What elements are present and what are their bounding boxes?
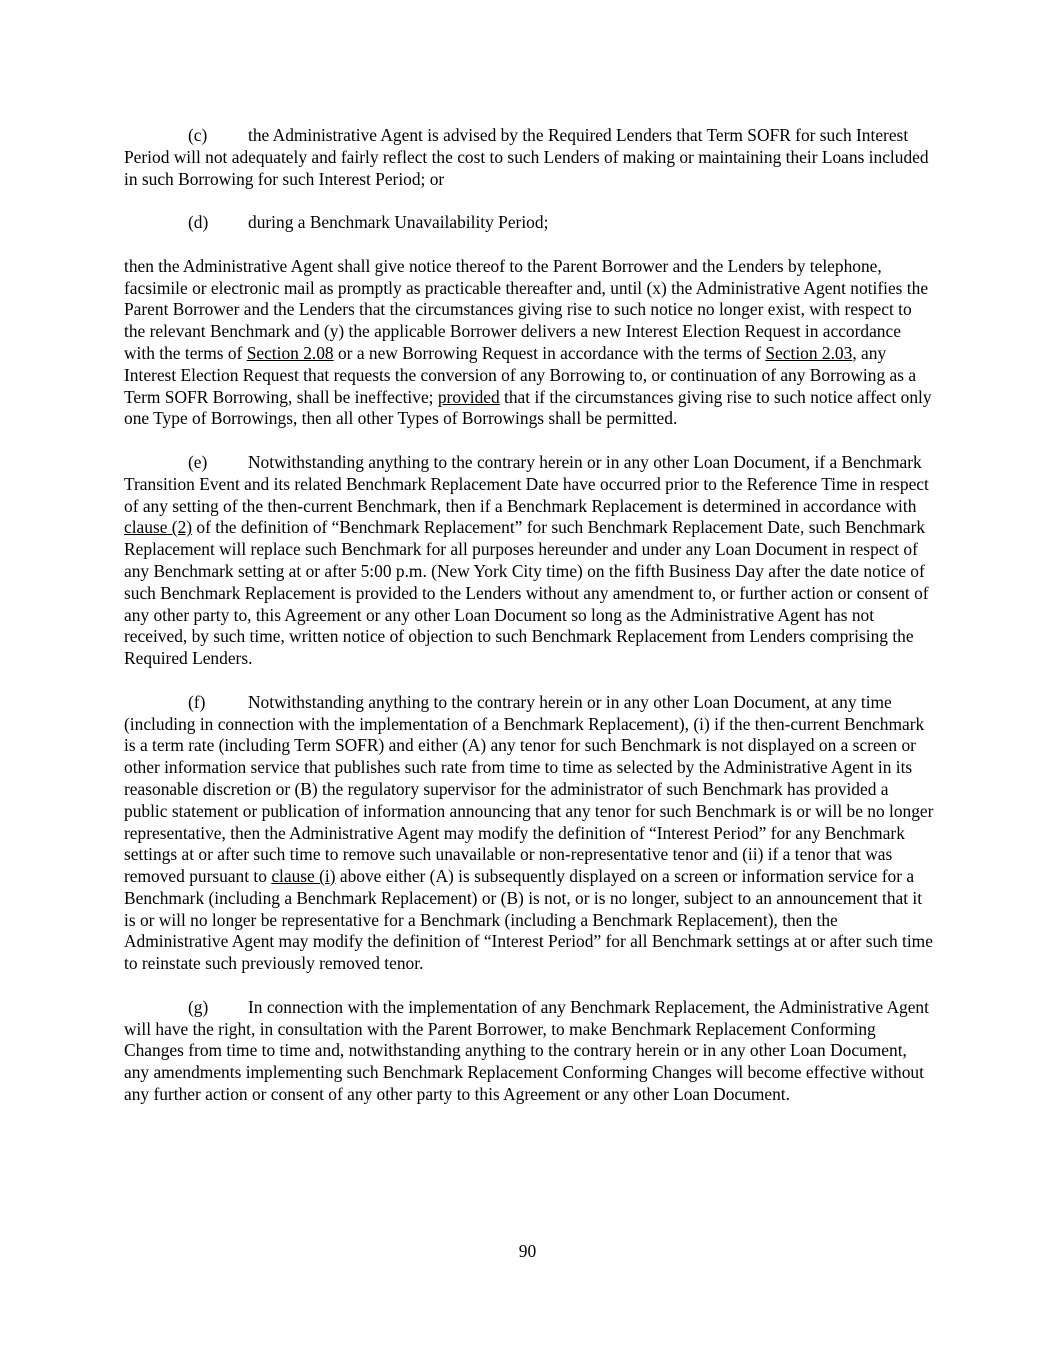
paragraph-then-text-2: or a new Borrowing Request in accordance with the terms of: [333, 342, 766, 363]
clause-2-reference: clause (2): [124, 517, 193, 538]
section-2-03-reference: Section 2.03: [765, 342, 853, 363]
paragraph-c: [124, 125, 934, 190]
page-number: 90: [518, 1241, 537, 1261]
paragraph-d-text: during a Benchmark Unavailability Period;: [248, 212, 549, 233]
paragraph-f: [124, 692, 934, 975]
paragraph-g-label: (g): [188, 996, 209, 1017]
paragraph-e-text-2: of the definition of “Benchmark Replacement” for such Benchmark Replacement Date, such Benchmark Replacement will replace such Benchmark for all purposes hereunder and under any Loan Document in respect of any Benchmark setting at or after 5:00 p.m. (New York City time) on the fifth Business Day after the date notice of such Benchmark Replacement is provided to the Lenders without any amendment to, or further action or consent of any other party to, this Agreement or any other Loan Document so long as the Administrative Agent has not received, by such time, written notice of objection to such Benchmark Replacement from Lenders comprising the Required Lenders.: [124, 517, 929, 669]
paragraph-then: [124, 256, 934, 430]
paragraph-e-label: (e): [188, 451, 208, 472]
paragraph-g: [124, 997, 934, 1106]
paragraph-d-label: (d): [188, 212, 209, 233]
paragraph-then-text-4: that if the circumstances giving rise to such notice affect only one Type of Borrowings, then all other Types of Borrowings shall be permitted.: [124, 386, 932, 429]
paragraph-f-text-1: Notwithstanding anything to the contrary herein or in any other Loan Document, at any time (including in connection with the implementation of a Benchmark Replacement), (i) if the then-current Benchmark is a term rate (including Term SOFR) and either (A) any tenor for such Benchmark is not displayed on a screen or other information service that publishes such rate from time to time as selected by the Administrative Agent in its reasonable discretion or (B) the regulatory supervisor for the administrator of such Benchmark has provided a public statement or publication of information announcing that any tenor for such Benchmark is or will be no longer representative, then the Administrative Agent may modify the definition of “Interest Period” for any Benchmark settings at or after such time to remove such unavailable or non-representative tenor and (ii) if a tenor that was removed pursuant to: [124, 691, 934, 887]
document-body: [124, 125, 934, 1128]
paragraph-d: [124, 212, 934, 234]
clause-i-reference: clause (i): [271, 866, 336, 887]
provided-term: provided: [437, 386, 500, 407]
paragraph-then-text-1: then the Administrative Agent shall give notice thereof to the Parent Borrower and the Lenders by telephone, facsimile or electronic mail as promptly as practicable thereafter and, until (x) the Administrative Agent notifies the Parent Borrower and the Lenders that the circumstances giving rise to such notice no longer exist, with respect to the relevant Benchmark and (y) the applicable Borrower delivers a new Interest Election Request in accordance with the terms of: [124, 255, 929, 363]
paragraph-e: [124, 452, 934, 670]
paragraph-c-text: the Administrative Agent is advised by the Required Lenders that Term SOFR for such Interest Period will not adequately and fairly reflect the cost to such Lenders of making or maintaining their Loans included in such Borrowing for such Interest Period; or: [124, 125, 929, 189]
section-2-08-reference: Section 2.08: [246, 342, 334, 363]
paragraph-f-label: (f): [188, 691, 206, 712]
paragraph-f-text-2: above either (A) is subsequently displayed on a screen or information service for a Benchmark (including a Benchmark Replacement) or (B) is not, or is no longer, subject to an announcement that it is or will no longer be representative for a Benchmark (including a Benchmark Replacement), then the Administrative Agent may modify the definition of “Interest Period” for all Benchmark settings at or after such time to reinstate such previously removed tenor.: [124, 866, 933, 974]
paragraph-e-text-1: Notwithstanding anything to the contrary herein or in any other Loan Document, if a Benchmark Transition Event and its related Benchmark Replacement Date have occurred prior to the Reference Time in respect of any setting of the then-current Benchmark, then if a Benchmark Replacement is determined in accordance with: [124, 451, 929, 516]
paragraph-g-text: In connection with the implementation of any Benchmark Replacement, the Administrative Agent will have the right, in consultation with the Parent Borrower, to make Benchmark Replacement Conforming Changes from time to time and, notwithstanding anything to the contrary herein or in any other Loan Document, any amendments implementing such Benchmark Replacement Conforming Changes will become effective without any further action or consent of any other party to this Agreement or any other Loan Document.: [124, 996, 929, 1105]
paragraph-c-label: (c): [188, 125, 208, 145]
paragraph-then-text-3: , any Interest Election Request that requests the conversion of any Borrowing to, or continuation of any Borrowing as a Term SOFR Borrowing, shall be ineffective;: [124, 342, 917, 407]
